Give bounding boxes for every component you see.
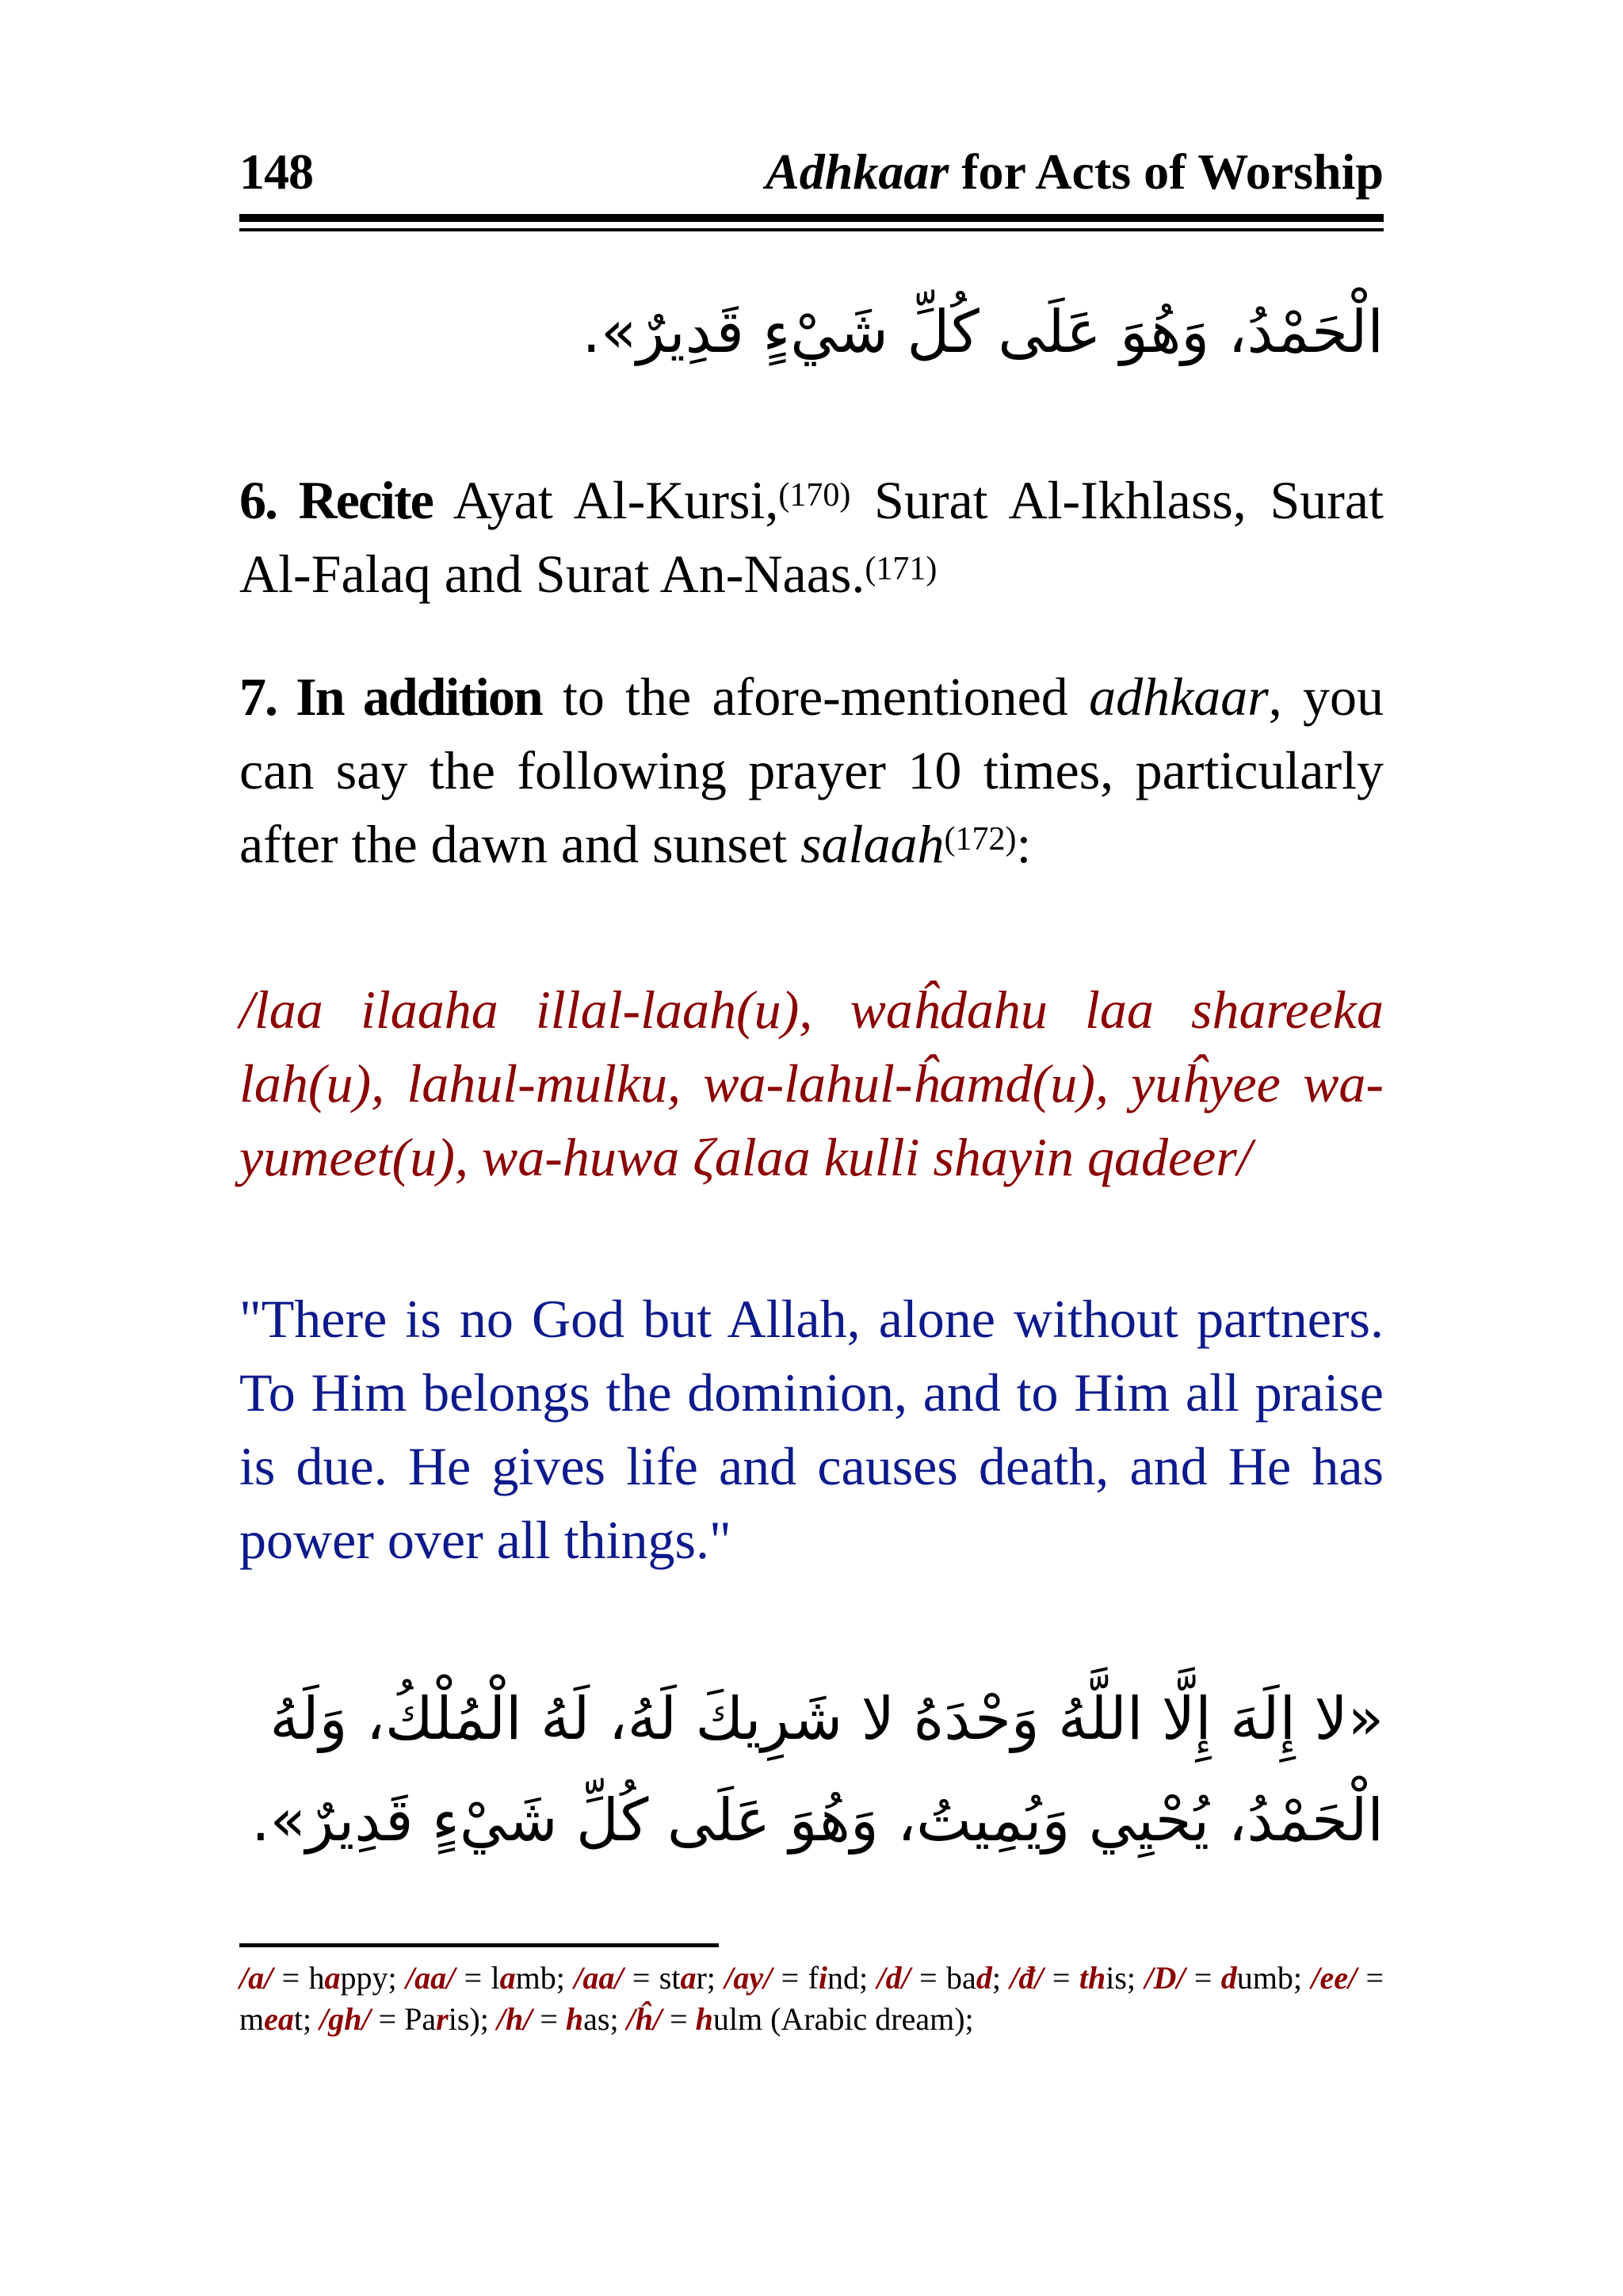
footnote-entry-example: m [239,2001,265,2037]
footnote-entry-highlight: th [1079,1960,1106,1996]
footnote-entry-highlight: d [1220,1960,1237,1996]
footnote-entry-example-rest: mb; [515,1960,575,1996]
footnote-entry-key: /aa/ [406,1960,456,1996]
footnote-entry-highlight: a [324,1960,341,1996]
footnote-entry-key: /d/ [876,1960,911,1996]
footnote-entry [627,2001,974,2037]
footnote-ref-170: (170) [778,477,851,514]
footnote-rule [239,1943,719,1947]
book-page [239,0,1384,2296]
footnote-entry [406,1960,574,1996]
footnote-entry-equals: = [910,1960,947,1996]
footnote-entry-key: /h/ [496,2001,533,2037]
item-7-lead: 7. In addition [239,667,542,727]
footnote-entry-highlight: h [695,2001,713,2037]
page-number: 148 [239,143,313,200]
footnote-entry-equals: = [1043,1960,1079,1996]
footnote-entry-highlight: r [436,2001,449,2037]
footnote-entry-equals: = [772,1960,808,1996]
footnote-entry-equals: = [532,2001,566,2037]
footnote-entry-example: ba [946,1960,976,1996]
footnote-entry [319,2001,497,2037]
footnote-entry-equals: = [273,1960,309,1996]
footnote-entry-highlight: d [976,1960,992,1996]
item-6-lead: 6. Recite [239,470,433,530]
running-title [766,143,1384,201]
footnote-entry-example: h [308,1960,325,1996]
transliteration: /laa ilaaha illal-laah(u), waĥdahu laa shareeka lah(u), lahul-mulku, wa-lahul-ĥamd(u), yuĥyee wa-yumeet(u), wa-huwa ζalaa kulli shayin qadeer/ [239,980,1384,1187]
footnote-entry-key: /đ/ [1010,1960,1044,1996]
footnote-entry [239,1960,406,1996]
arabic-text-continuation: الْحَمْدُ، وَهُوَ عَلَى كُلِّ شَيْءٍ قَدِيرٌ». [582,298,1384,366]
footnote-entry-equals: = [1357,1960,1384,1996]
footnote-ref-171: (171) [865,551,938,587]
footnote-entry [497,2001,627,2037]
footnote-entry-key: /ĥ/ [626,2001,663,2037]
header-rule-thin [239,228,1384,231]
page-header [239,143,1384,206]
footnote-entry-key: /ee/ [1311,1960,1358,1996]
arabic-dhikr-line-2: الْحَمْدُ، يُحْيِي وَيُمِيتُ، وَهُوَ عَلَى كُلِّ شَيْءٍ قَدِيرٌ». [251,1786,1384,1855]
footnote-entry-example: st [659,1960,681,1996]
footnote-entry-equals: = [623,1960,659,1996]
footnote-entry-highlight: i [818,1960,828,1996]
footnote-entry [877,1960,1001,1996]
footnote-entry-key: /a/ [239,1960,273,1996]
footnote-entry-highlight: ea [264,2001,294,2037]
item-6-paragraph: 6. Recite Ayat Al-Kursi,$^{(170)}$ Surat Al-Ikhlass, Surat Al-Falaq and Surat An-Naas.$^{(171)}$ [239,470,1384,604]
footnote-entry [724,1960,876,1996]
footnote-entry-highlight: a [499,1960,516,1996]
footnote-entry-example-rest: as; [583,2001,627,2037]
header-rule-thick [239,214,1384,222]
footnote-entry-highlight: a [680,1960,697,1996]
running-title-italic: Adhkaar [766,143,949,200]
footnote-entry-equals: = [662,2001,696,2037]
arabic-dhikr-block [239,1668,1384,1871]
footnote-entry-example-rest: nd; [827,1960,877,1996]
footnote-entry [1010,1960,1144,1996]
footnote-entry-key: /ay/ [724,1960,773,1996]
footnote-entry-example-rest: umb; [1236,1960,1312,1996]
footnote-entry-example-rest: ; [991,1960,1001,1996]
footnote-entry-key: /D/ [1144,1960,1186,1996]
footnote-entry-highlight: h [565,2001,584,2037]
footnote-entry-example-rest: ppy; [340,1960,407,1996]
footnote-entry-example: l [491,1960,500,1996]
footnote-entry-example: f [808,1960,819,1996]
arabic-dhikr-line-1: «لا إِلَهَ إِلَّا اللَّهُ وَحْدَهُ لا شَرِيكَ لَهُ، لَهُ الْمُلْكُ، وَلَهُ [269,1685,1384,1753]
footnote-entry-example-rest: t; [293,2001,320,2037]
footnote-entry-example-rest: r; [696,1960,725,1996]
item-7-paragraph: 7. In addition to the afore-mentioned adhkaar, you can say the following prayer 10 times, particularly after the dawn and sunset salaah$^{(172)}$: [239,667,1384,874]
footnote-entry-example-rest: ulm (Arabic dream); [712,2001,974,2037]
footnote-entry-equals: = [455,1960,491,1996]
footnote-entry-example-rest: is; [1106,1960,1145,1996]
footnote-entry [1144,1960,1311,1996]
transliteration-key-footnote [239,1958,1384,2040]
footnote-entry-equals: = [1185,1960,1221,1996]
running-title-rest: for Acts of Worship [949,143,1384,200]
footnote-entry-equals: = [370,2001,405,2037]
footnote-entry-example-rest: is); [448,2001,497,2037]
footnote-entry [574,1960,724,1996]
footnote-entry-example: Pa [404,2001,437,2037]
footnote-entry-key: /gh/ [319,2001,371,2037]
footnote-ref-172: (172) [944,821,1017,858]
footnote-entry-key: /aa/ [574,1960,624,1996]
english-translation: "There is no God but Allah, alone without partners. To Him belongs the dominion, and to Him all praise is due. He gives life and causes death, and He has power over all things." [239,1289,1384,1570]
